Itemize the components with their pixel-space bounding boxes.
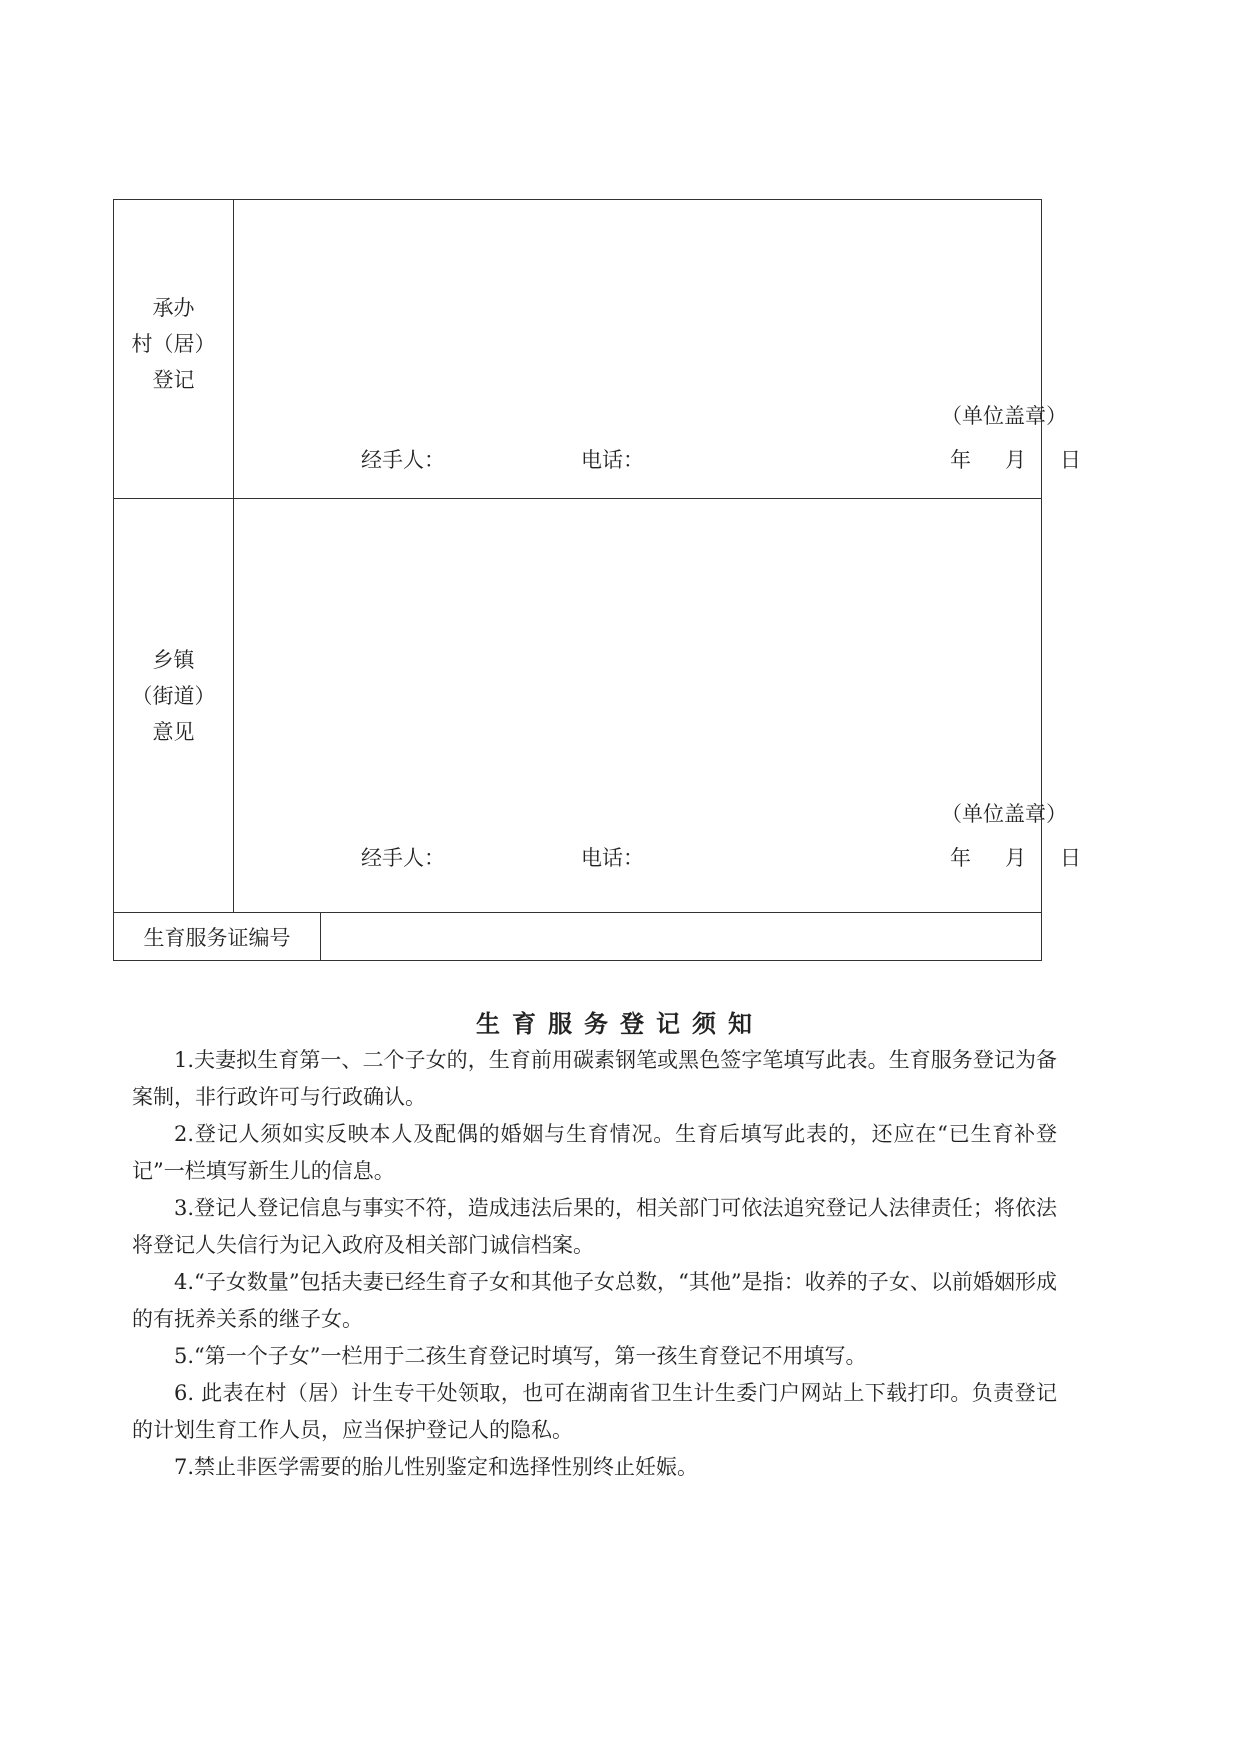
seal-label: （单位盖章） xyxy=(941,802,1067,826)
date-day-label: 日 xyxy=(1060,448,1081,472)
village-registration-field[interactable] xyxy=(234,200,1081,498)
village-registration-label xyxy=(114,200,234,498)
date-year-label: 年 xyxy=(950,448,971,472)
label-line: 登记 xyxy=(152,368,195,392)
phone-label: 电话： xyxy=(581,448,644,472)
township-opinion-section xyxy=(114,499,1081,913)
label-line: 村（居） xyxy=(131,332,216,356)
notice-item: 7.禁止非医学需要的胎儿性别鉴定和选择性别终止妊娠。 xyxy=(174,1455,699,1479)
certificate-number-field[interactable] xyxy=(321,913,1041,960)
date-day-label: 日 xyxy=(1060,846,1081,870)
notice-item: 5.“第一个子女”一栏用于二孩生育登记时填写，第一孩生育登记不用填写。 xyxy=(174,1344,867,1368)
seal-label: （单位盖章） xyxy=(941,404,1067,428)
handler-label: 经手人： xyxy=(361,846,445,870)
label-line: 乡镇 xyxy=(152,647,195,672)
date-year-label: 年 xyxy=(950,846,971,870)
registration-form-table xyxy=(113,199,1081,961)
label-line: 承办 xyxy=(152,296,195,320)
township-opinion-field[interactable] xyxy=(234,499,1081,912)
notice-list xyxy=(132,1042,1057,1486)
notice-item: 2.登记人须如实反映本人及配偶的婚姻与生育情况。生育后填写此表的，还应在“已生育补登记”一栏填写新生儿的信息。 xyxy=(132,1122,1057,1183)
label-line: 意见 xyxy=(152,719,195,744)
label-line: （街道） xyxy=(131,683,216,708)
notice-item: 3.登记人登记信息与事实不符，造成违法后果的，相关部门可依法追究登记人法律责任；将依法将登记人失信行为记入政府及相关部门诚信档案。 xyxy=(132,1196,1057,1257)
township-opinion-label xyxy=(114,499,234,912)
village-registration-section xyxy=(114,200,1081,499)
handler-label: 经手人： xyxy=(361,448,445,472)
phone-label: 电话： xyxy=(581,846,644,870)
notice-item: 4.“子女数量”包括夫妻已经生育子女和其他子女总数，“其他”是指：收养的子女、以前婚姻形成的有抚养关系的继子女。 xyxy=(132,1270,1057,1331)
notice-item: 6. 此表在村（居）计生专干处领取，也可在湖南省卫生计生委门户网站上下载打印。负责登记的计划生育工作人员，应当保护登记人的隐私。 xyxy=(132,1381,1057,1442)
notice-title: 生育服务登记须知 xyxy=(476,1009,764,1038)
notice-item: 1.夫妻拟生育第一、二个子女的，生育前用碳素钢笔或黑色签字笔填写此表。生育服务登记为备案制，非行政许可与行政确认。 xyxy=(132,1048,1057,1109)
date-month-label: 月 xyxy=(1005,846,1026,870)
certificate-number-label: 生育服务证编号 xyxy=(114,913,321,960)
certificate-number-row xyxy=(114,913,1041,960)
date-month-label: 月 xyxy=(1005,448,1026,472)
